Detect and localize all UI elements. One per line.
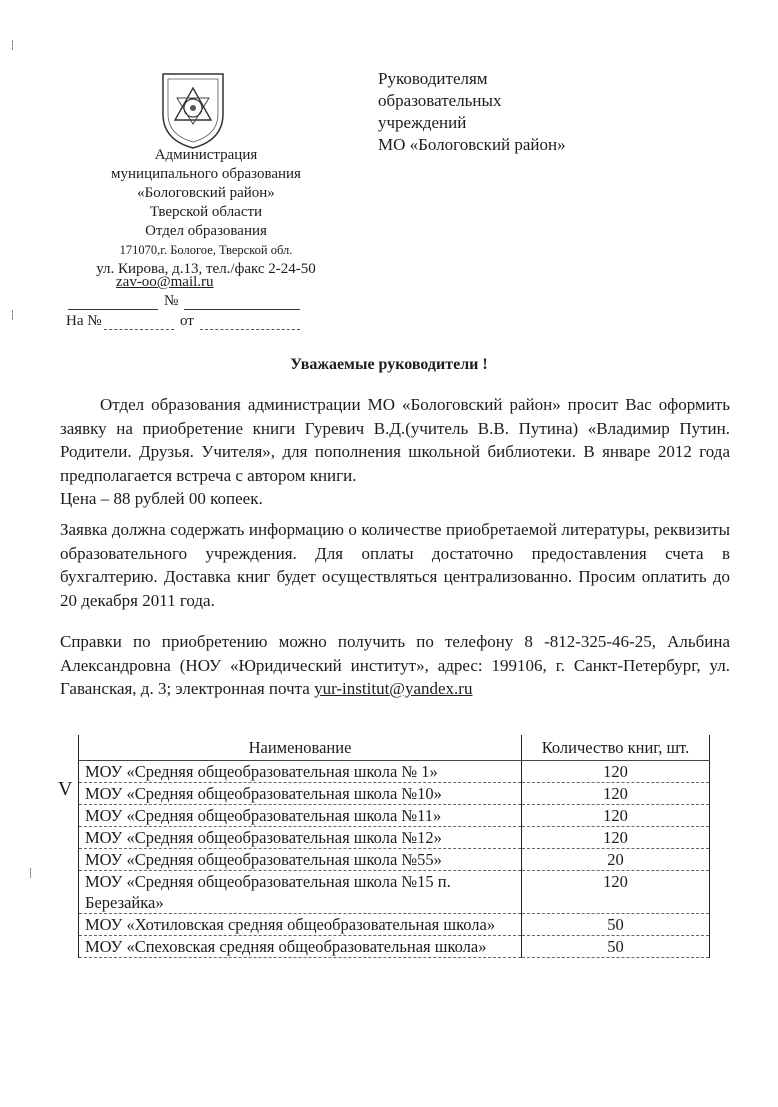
request-text: Отдел образования администрации МО «Бологовский район» просит Вас оформить заявку на приобретение книги Гуревич В.Д.(учитель В.В. Путина) «Владимир Путин. Родители. Друзья. Учителя», для пополнения школьной библиотеки. В январе 2012 года предполагается встреча с автором книги. [60, 395, 730, 485]
school-name: МОУ «Средняя общеобразовательная школа №11» [79, 805, 522, 827]
addressee-block [378, 68, 566, 156]
sender-line: «Бологовский район» [137, 185, 275, 201]
book-quantity: 120 [522, 761, 710, 783]
scan-artifact [12, 310, 17, 320]
table-row [79, 936, 710, 958]
book-quantity: 20 [522, 849, 710, 871]
requirements-text: Заявка должна содержать информацию о количестве приобретаемой литературы, реквизиты образовательного учреждения. Для оплаты достаточно предоставления счета в бухгалтерию. Доставка книг будет осуществляться централизованно. Просим оплатить до 20 декабря 2011 года. [60, 520, 730, 610]
school-name: МОУ «Средняя общеобразовательная школа №55» [79, 849, 522, 871]
table-row [79, 849, 710, 871]
school-name: МОУ «Хотиловская средняя общеобразовательная школа» [79, 914, 522, 936]
scan-artifact [12, 40, 17, 50]
price-text: Цена – 88 рублей 00 копеек. [60, 489, 263, 508]
school-name: МОУ «Средняя общеобразовательная школа №10» [79, 783, 522, 805]
sender-email: zav-oo@mail.ru [116, 274, 214, 290]
book-quantity: 50 [522, 936, 710, 958]
sender-line: Тверской области [149, 204, 263, 220]
outgoing-number-line [68, 292, 308, 312]
book-quantity: 120 [522, 805, 710, 827]
book-quantity: 120 [522, 871, 710, 914]
table-row [79, 783, 710, 805]
margin-check-mark: V [58, 778, 73, 800]
paragraph-contacts [60, 630, 730, 701]
contact-email-link[interactable]: yur-institut@yandex.ru [314, 679, 473, 698]
schools-table [78, 735, 710, 958]
sender-contact: ул. Кирова, д.13, тел./факс 2-24-50 [96, 261, 316, 277]
letter-title: Уважаемые руководители ! [290, 356, 488, 373]
reply-number-line [66, 310, 311, 332]
table-row [79, 871, 710, 914]
sender-line: Отдел образования [145, 223, 267, 239]
sender-block [56, 146, 356, 279]
book-quantity: 120 [522, 827, 710, 849]
school-name: МОУ «Средняя общеобразовательная школа №12» [79, 827, 522, 849]
header-quantity: Количество книг, шт. [522, 735, 710, 761]
paragraph-requirements [60, 518, 730, 612]
sender-line: муниципального образования [111, 166, 301, 182]
table-row [79, 805, 710, 827]
addressee-line: Руководителям [378, 69, 488, 88]
table-row [79, 827, 710, 849]
header-name: Наименование [79, 735, 522, 761]
sender-line: Администрация [154, 147, 258, 163]
table-row [79, 914, 710, 936]
addressee-line: МО «Бологовский район» [378, 135, 566, 154]
school-name: МОУ «Средняя общеобразовательная школа №15 п. Березайка» [79, 871, 522, 914]
book-quantity: 120 [522, 783, 710, 805]
sender-address: 171070,г. Бологое, Тверской обл. [119, 243, 293, 257]
table-header-row [79, 735, 710, 761]
book-quantity: 50 [522, 914, 710, 936]
contacts-text [60, 630, 730, 701]
paragraph-request [60, 393, 730, 511]
number-label: № [164, 293, 179, 309]
coat-of-arms-emblem [157, 70, 229, 150]
school-name: МОУ «Спеховская средняя общеобразовательная школа» [79, 936, 522, 958]
school-name: МОУ «Средняя общеобразовательная школа № 1» [79, 761, 522, 783]
from-label: от [180, 313, 194, 329]
table-row [79, 761, 710, 783]
addressee-line: учреждений [378, 113, 467, 132]
addressee-line: образовательных [378, 91, 502, 110]
reply-label: На № [66, 313, 102, 329]
contacts-body: Справки по приобретению можно получить по телефону 8 -812-325-46-25, Альбина Александровна (НОУ «Юридический институт», адрес: 199106, г. Санкт-Петербург, ул. Гаванская, д. 3; электронная почта [60, 632, 730, 698]
scan-artifact [30, 868, 35, 878]
